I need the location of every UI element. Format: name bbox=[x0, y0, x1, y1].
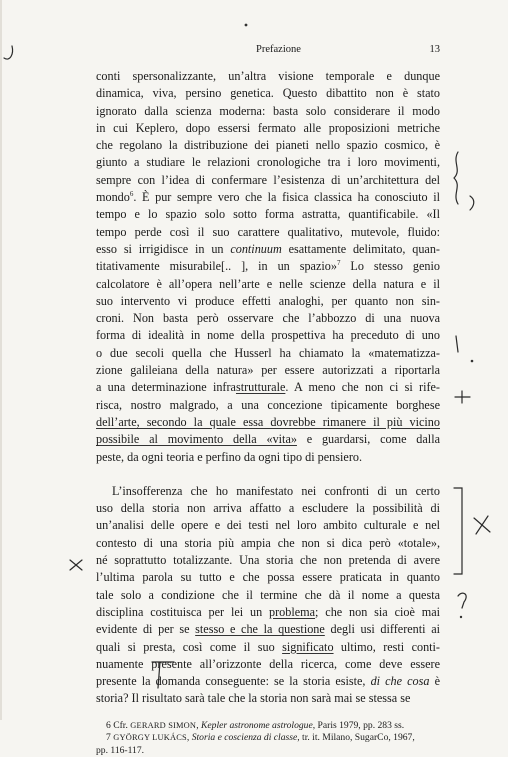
italic-text: continuum bbox=[230, 241, 282, 256]
text-line: sempre con l’idea di confermare l’esistenza di un’architettura del bbox=[96, 172, 440, 187]
text-line bbox=[96, 258, 440, 275]
footnote-text: , bbox=[196, 719, 201, 731]
line-text: . A meno che non ci si rife- bbox=[285, 380, 440, 395]
text-line: storia? Il risultato sarà tale che la storia non sarà mai se stessa se bbox=[96, 691, 411, 706]
footnote bbox=[96, 732, 440, 745]
underlined-text: strutturale bbox=[235, 380, 286, 395]
text-line: tempo e lo spazio solo sotto forma astratta, quantificabile. «Il bbox=[96, 207, 440, 222]
text-line: dinamica, viva, persino genetica. Questo dibattito non è stato bbox=[96, 86, 440, 101]
text-line: peste, da ogni teoria e perfino da ogni tipo di pensiero. bbox=[96, 449, 363, 464]
text-line bbox=[96, 241, 440, 258]
line-text: ; che non sia cioè mai bbox=[315, 604, 440, 619]
text-line: contesto di una storia più ampia che non si dica però «totale», bbox=[96, 535, 440, 550]
text-line: giunto a studiare le relazioni cronologiche tra i loro movimenti, bbox=[96, 155, 440, 170]
paragraph-1 bbox=[96, 68, 440, 466]
text-line bbox=[96, 621, 440, 638]
footnote-text: , Paris 1979, pp. 283 ss. bbox=[312, 719, 405, 731]
text-line: né soprattutto totalizzante. Una storia che non pretenda di avere bbox=[96, 553, 440, 568]
footnote-ref: 7 bbox=[336, 259, 341, 268]
text-line: calcolatore è all’opera nell’arte e nelle scienze della natura e il bbox=[96, 276, 440, 291]
line-text: ultimo, resti conti- bbox=[333, 639, 440, 654]
line-text: . È pur sempre vero che la fisica classica ha conosciuto il bbox=[133, 190, 440, 205]
text-line bbox=[96, 604, 440, 621]
underlined-text: possibile al movimento della «vita» bbox=[96, 432, 297, 447]
text-line: risca, nostro malgrado, a una concezione tipicamente borghese bbox=[96, 397, 440, 412]
footnote-text: , bbox=[186, 732, 192, 744]
text-line: o due secoli quella che Husserl ha chiamato la «matematizza- bbox=[96, 345, 440, 360]
footnote-number: 6 bbox=[106, 719, 111, 731]
line-text: evidente di per se bbox=[96, 622, 196, 637]
text-line bbox=[96, 189, 440, 206]
text-line bbox=[96, 431, 440, 448]
footnote-text: Cfr. bbox=[110, 719, 131, 731]
footnote-number: 7 bbox=[106, 732, 111, 744]
footnote-author: GERARD SIMON bbox=[130, 720, 197, 730]
line-text: esattamente delimitato, quan- bbox=[281, 241, 440, 256]
text-line: croni. Non basta però osservare che l’abbozzo di una nuova bbox=[96, 311, 440, 326]
text-line bbox=[96, 639, 440, 656]
footnote-author: GYÖRGY LUKÁCS bbox=[113, 733, 187, 743]
line-text: e guardarsi, come dalla bbox=[296, 432, 440, 447]
underlined-text: significato bbox=[282, 639, 334, 654]
line-text: presente la domanda conseguente: se la storia esiste, bbox=[96, 674, 371, 689]
text-line: tale solo a condizione che il termine che dà il nome a questa bbox=[96, 587, 440, 602]
text-line: l’ultima parola su tutto e che possa essere praticata in quanto bbox=[96, 570, 440, 585]
text-line: forma di idealità in nome della prospettiva ha preceduto di uno bbox=[96, 328, 440, 343]
text-line bbox=[96, 379, 440, 396]
paragraph-2 bbox=[96, 483, 440, 708]
underlined-text: stesso e che la questione bbox=[195, 622, 325, 637]
line-text: a una determinazione infra bbox=[96, 380, 236, 395]
footnote-text: , tr. it. Milano, SugarCo, 1967, bbox=[297, 732, 415, 744]
line-text: Lo stesso genio bbox=[340, 259, 440, 274]
body-text bbox=[96, 68, 440, 757]
footnotes bbox=[96, 720, 440, 757]
footnote-title: Storia e coscienza di classe bbox=[191, 732, 298, 744]
text-line: conti spersonalizzante, un’altra visione temporale e dunque bbox=[96, 69, 440, 83]
footnote bbox=[96, 720, 440, 733]
running-title: Prefazione bbox=[256, 44, 301, 55]
line-text: esso si irrigidisce in un bbox=[96, 241, 231, 256]
text-line: uso della storia non arriva affatto a escludere la possibilità di bbox=[96, 501, 440, 516]
text-line: che regolano la distribuzione dei pianeti nello spazio cosmico, è bbox=[96, 138, 440, 153]
text-line bbox=[96, 414, 440, 431]
text-line: tempo perde così il suo carattere qualitativo, mutevole, fluido: bbox=[96, 224, 440, 239]
text-line: un’analisi delle opere e dei testi nel loro ambito culturale e nel bbox=[96, 518, 440, 533]
line-text: è bbox=[429, 674, 441, 689]
text-line: ignorato dalla scienza moderna: basta solo considerare il modo bbox=[96, 103, 440, 118]
page-number: 13 bbox=[429, 44, 440, 55]
italic-text: di che cosa bbox=[370, 674, 430, 689]
text-line: suo intervento vi produce effetti analoghi, per quanto non sin- bbox=[96, 293, 440, 308]
line-text: degli usi differenti ai bbox=[324, 622, 441, 637]
text-line: in cui Keplero, dopo essersi fermato alle proposizioni metriche bbox=[96, 120, 440, 135]
text-line: L’insofferenza che ho manifestato nei confronti di un certo bbox=[112, 483, 440, 498]
line-text: quali si presta, così come il suo bbox=[96, 639, 283, 654]
text-line: nuamente presente all’orizzonte della ricerca, come deve essere bbox=[96, 656, 440, 671]
line-text: mondo bbox=[96, 190, 130, 205]
line-text: disciplina costituisca per lei un bbox=[96, 604, 270, 619]
footnote-ref: 6 bbox=[129, 190, 134, 199]
footnote bbox=[96, 745, 440, 757]
text-line bbox=[96, 673, 440, 690]
footnote-text: pp. 116-117. bbox=[96, 744, 145, 756]
underlined-text: dell’arte, secondo la quale essa dovrebbe rimanere il più vicino bbox=[96, 414, 440, 429]
underlined-text: problema bbox=[269, 604, 316, 619]
text-line: zione galileiana della natura» per essere autorizzati a riportarla bbox=[96, 363, 440, 378]
line-text: titativamente misurabile[.. ], in un spazio» bbox=[96, 259, 337, 274]
footnote-title: Kepler astronome astrologue bbox=[200, 719, 313, 731]
